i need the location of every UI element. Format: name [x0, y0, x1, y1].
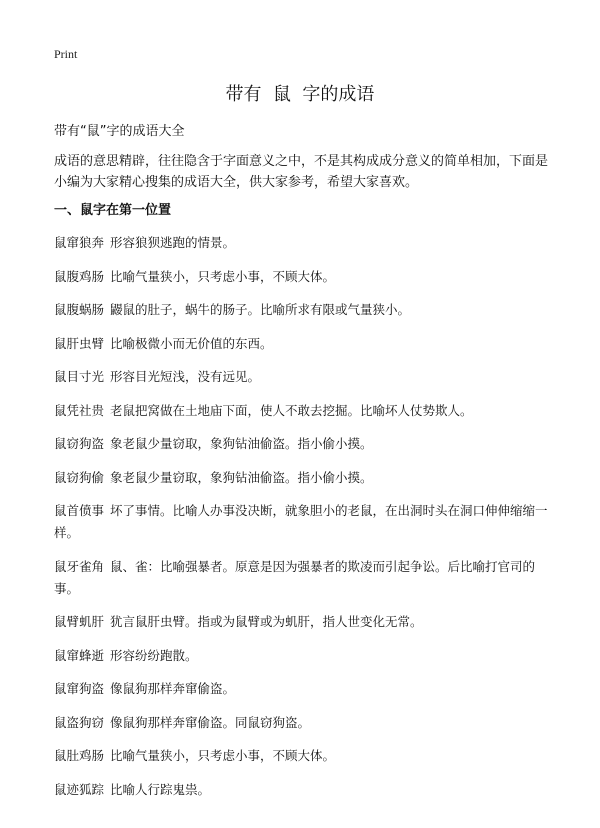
idiom-meaning: 犹言鼠肝虫臂。指或为鼠臂或为虮肝，指人世变化无常。	[110, 614, 423, 629]
idiom-term: 鼠窜蜂逝	[54, 647, 105, 663]
idiom-term: 鼠凭社贵	[54, 402, 105, 418]
idiom-entry	[54, 678, 550, 700]
idiom-term: 鼠臂虮肝	[54, 614, 105, 629]
idiom-entry	[54, 400, 550, 422]
idiom-term: 鼠目寸光	[54, 369, 105, 384]
idiom-list	[54, 232, 550, 812]
idiom-meaning: 像鼠狗那样奔窜偷盗。同鼠窃狗盗。	[110, 714, 311, 730]
idiom-term: 鼠窜狗盗	[54, 681, 105, 696]
idiom-entry	[54, 366, 550, 388]
section-heading: 一、鼠字在第一位置	[54, 203, 172, 218]
idiom-term: 鼠窃狗盗	[54, 436, 105, 451]
idiom-entry	[54, 467, 550, 489]
idiom-entry	[54, 232, 550, 254]
idiom-entry	[54, 266, 550, 288]
idiom-meaning: 形容纷纷跑散。	[110, 647, 198, 663]
idiom-meaning: 鼹鼠的肚子，蜗牛的肠子。比喻所求有限或气量狭小。	[110, 302, 411, 317]
idiom-term: 鼠窜狼奔	[54, 235, 105, 250]
idiom-meaning: 坏了事情。比喻人办事没决断，就象胆小的老鼠，在出洞时头在洞口伸伸缩缩一样。	[54, 503, 548, 540]
idiom-entry	[54, 745, 550, 767]
idiom-meaning: 老鼠把窝做在土地庙下面，使人不敢去挖掘。比喻坏人仗势欺人。	[110, 402, 473, 418]
idiom-term: 鼠牙雀角	[54, 558, 105, 574]
idiom-entry	[54, 556, 550, 600]
idiom-meaning: 形容目光短浅，没有远见。	[110, 369, 261, 384]
idiom-meaning: 象老鼠少量窃取，象狗钻油偷盗。指小偷小摸。	[110, 469, 373, 485]
idiom-meaning: 形容狼狈逃跑的情景。	[110, 235, 236, 250]
idiom-meaning: 比喻人行踪鬼祟。	[110, 781, 211, 797]
idiom-entry	[54, 500, 550, 544]
idiom-term: 鼠盗狗窃	[54, 714, 105, 730]
idiom-entry	[54, 779, 550, 801]
idiom-meaning: 鼠、雀：比喻强暴者。原意是因为强暴者的欺凌而引起争讼。后比喻打官司的事。	[54, 558, 536, 596]
idiom-meaning: 比喻极微小而无价值的东西。	[110, 335, 273, 351]
article-subtitle: 带有“鼠”字的成语大全	[54, 124, 185, 139]
print-label: Print	[54, 47, 78, 61]
intro-paragraph: 成语的意思精辟，往往隐含于字面意义之中，不是其构成成分意义的简单相加，下面是小编为大家精心搜集的成语大全，供大家参考，希望大家喜欢。	[54, 154, 549, 190]
idiom-entry	[54, 712, 550, 734]
idiom-term: 鼠肝虫臂	[54, 335, 105, 351]
idiom-meaning: 比喻气量狭小，只考虑小事，不顾大体。	[110, 748, 336, 763]
idiom-entry	[54, 299, 550, 321]
idiom-meaning: 比喻气量狭小，只考虑小事，不顾大体。	[110, 268, 336, 284]
idiom-term: 鼠腹蜗肠	[54, 302, 105, 317]
idiom-term: 鼠迹狐踪	[54, 781, 105, 797]
page-title: 带有 鼠 字的成语	[225, 84, 375, 105]
idiom-meaning: 象老鼠少量窃取，象狗钻油偷盗。指小偷小摸。	[110, 436, 373, 451]
idiom-entry	[54, 611, 550, 633]
idiom-entry	[54, 333, 550, 355]
idiom-term: 鼠窃狗偷	[54, 469, 105, 485]
idiom-term: 鼠首偾事	[54, 503, 105, 518]
idiom-term: 鼠腹鸡肠	[54, 268, 105, 284]
idiom-term: 鼠肚鸡肠	[54, 748, 105, 763]
idiom-meaning: 像鼠狗那样奔窜偷盗。	[110, 681, 236, 696]
idiom-entry	[54, 645, 550, 667]
idiom-entry	[54, 433, 550, 455]
